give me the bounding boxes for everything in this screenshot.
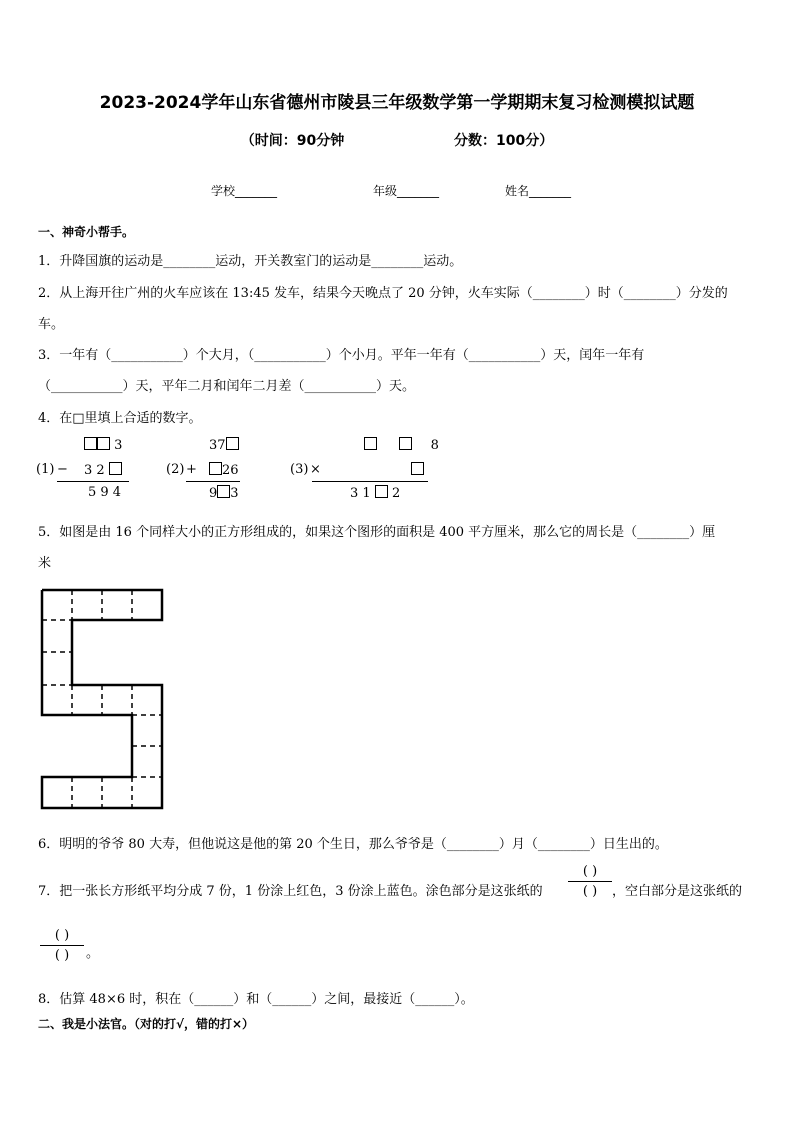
p1-result: 5 9 4 <box>88 485 122 500</box>
fraction-blank-1[interactable]: ( ) ( ) <box>568 864 612 899</box>
question-5-line1: 5．如图是由 16 个同样大小的正方形组成的，如果这个图形的面积是 400 平方厘米，那么它的周长是（________）厘 <box>38 525 716 540</box>
p3-result: 3 1 2 <box>350 486 401 501</box>
p1-middle: 3 2 <box>84 462 122 478</box>
grade-field[interactable]: 年级_______ <box>373 184 440 198</box>
p2-middle: 26 <box>209 462 239 478</box>
p3-label: (3) <box>290 462 309 477</box>
blank-box[interactable] <box>109 462 122 475</box>
question-7-line1: 7．把一张长方形纸平均分成 7 份，1 份涂上红色，3 份涂上蓝色。涂色部分是这张纸的 <box>38 884 543 899</box>
blank-box[interactable] <box>411 462 424 475</box>
exam-score: 分数：100分） <box>454 133 554 149</box>
blank-box[interactable] <box>399 437 412 450</box>
s-shape-figure <box>40 588 164 810</box>
p1-top: 3 <box>84 437 122 453</box>
p2-rule <box>186 481 240 482</box>
page-title: 2023-2024学年山东省德州市陵县三年级数学第一学期期末复习检测模拟试题 <box>99 93 695 113</box>
blank-box[interactable] <box>217 485 230 498</box>
question-1: 1．升降国旗的运动是________运动，开关教室门的运动是________运动。 <box>38 254 463 269</box>
question-2-line1: 2．从上海开往广州的火车应该在 13:45 发车，结果今天晚点了 20 分钟，火车实际（________）时（________）分发的 <box>38 286 728 301</box>
p1-label: (1) <box>36 462 55 477</box>
fraction-bar <box>568 881 612 882</box>
p3-rule <box>312 481 428 482</box>
question-7-end: 。 <box>86 946 100 961</box>
question-8: 8．估算 48×6 时，积在（______）和（______）之间，最接近（______）。 <box>38 992 474 1007</box>
p2-label: (2) <box>166 462 185 477</box>
question-2-line2: 车。 <box>38 317 65 332</box>
question-4: 4．在□里填上合适的数字。 <box>38 411 202 426</box>
minus-sign: − <box>57 462 68 477</box>
question-3-line1: 3．一年有（___________）个大月，（___________）个小月。平年一年有（___________）天，闰年一年有 <box>38 348 645 363</box>
times-sign: × <box>310 462 321 477</box>
p3-middle <box>411 462 424 478</box>
blank-box[interactable] <box>364 437 377 450</box>
blank-box[interactable] <box>84 437 97 450</box>
fraction-bar <box>40 945 84 946</box>
section-1-title: 一、神奇小帮手。 <box>38 225 135 239</box>
name-field[interactable]: 姓名_______ <box>505 184 572 198</box>
p2-top: 37 <box>209 437 239 453</box>
blank-box[interactable] <box>375 485 388 498</box>
exam-time: （时间：90分钟 <box>240 133 345 149</box>
question-7-line1-tail: ，空白部分是这张纸的 <box>612 884 743 899</box>
section-2-title: 二、我是小法官。（对的打√，错的打×） <box>38 1017 255 1031</box>
blank-box[interactable] <box>209 462 222 475</box>
blank-box[interactable] <box>226 437 239 450</box>
fraction-blank-2[interactable]: ( ) ( ) <box>40 928 84 963</box>
p3-top: 8 <box>364 437 439 453</box>
question-5-line2: 米 <box>38 556 52 571</box>
question-6: 6．明明的爷爷 80 大寿，但他说这是他的第 20 个生日，那么爷爷是（________）月（________）日生出的。 <box>38 837 668 852</box>
plus-sign: + <box>186 462 197 477</box>
blank-box[interactable] <box>97 437 110 450</box>
exam-meta <box>0 130 794 150</box>
p1-rule <box>57 481 129 482</box>
question-3-line2: （___________）天，平年二月和闰年二月差（___________）天。 <box>38 379 416 394</box>
p2-result: 9 3 <box>209 486 239 501</box>
school-field[interactable]: 学校_______ <box>211 184 278 198</box>
